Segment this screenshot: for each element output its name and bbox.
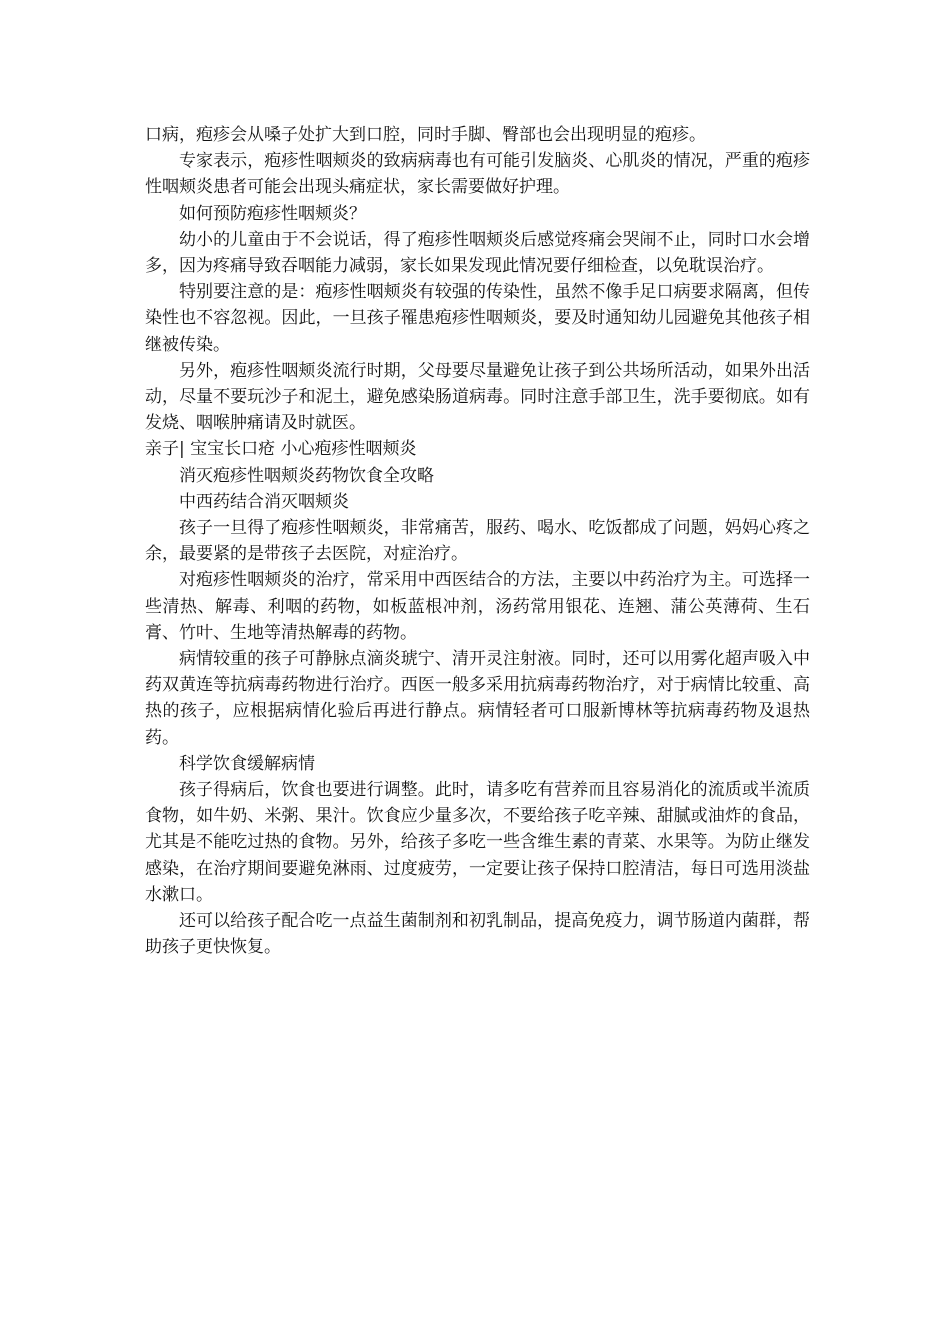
paragraph: 另外，疱疹性咽颊炎流行时期，父母要尽量避免让孩子到公共场所活动，如果外出活动，尽量不要玩沙子和泥土，避免感染肠道病毒。同时注意手部卫生，洗手要彻底。如有发烧、咽喉肿痛请及时就医。 — [145, 360, 810, 434]
paragraph: 病情较重的孩子可静脉点滴炎琥宁、清开灵注射液。同时，还可以用雾化超声吸入中药双黄连等抗病毒药物进行治疗。西医一般多采用抗病毒药物治疗，对于病情比较重、高热的孩子，应根据病情化验后再进行静点。病情轻者可口服新博林等抗病毒药物及退热药。 — [145, 649, 810, 748]
paragraph: 专家表示，疱疹性咽颊炎的致病病毒也有可能引发脑炎、心肌炎的情况，严重的疱疹性咽颊炎患者可能会出现头痛症状，家长需要做好护理。 — [145, 151, 810, 198]
paragraph: 孩子得病后，饮食也要进行调整。此时，请多吃有营养而且容易消化的流质或半流质食物，如牛奶、米粥、果汁。饮食应少量多次，不要给孩子吃辛辣、甜腻或油炸的食品，尤其是不能吃过热的食物。另外，给孩子多吃一些含维生素的青菜、水果等。为防止继发感染，在治疗期间要避免淋雨、过度疲劳，一定要让孩子保持口腔清洁，每日可选用淡盐水漱口。 — [145, 780, 810, 905]
paragraph: 特别要注意的是：疱疹性咽颊炎有较强的传染性，虽然不像手足口病要求隔离，但传染性也不容忽视。因此，一旦孩子罹患疱疹性咽颊炎，要及时通知幼儿园避免其他孩子相继被传染。 — [145, 282, 810, 355]
section-heading: 科学饮食缓解病情 — [179, 753, 315, 774]
paragraph: 对疱疹性咽颊炎的治疗，常采用中西医结合的方法，主要以中药治疗为主。可选择一些清热、解毒、利咽的药物，如板蓝根冲剂，汤药常用银花、连翘、蒲公英薄荷、生石膏、竹叶、生地等清热解毒的药物。 — [145, 570, 810, 643]
paragraph: 孩子一旦得了疱疹性咽颊炎，非常痛苦，服药、喝水、吃饭都成了问题，妈妈心疼之余，最要紧的是带孩子去医院，对症治疗。 — [145, 518, 810, 565]
paragraph: 口病，疱疹会从嗓子处扩大到口腔，同时手脚、臀部也会出现明显的疱疹。 — [145, 125, 706, 145]
article-title: 亲子| 宝宝长口疮 小心疱疹性咽颊炎 — [145, 439, 417, 460]
section-heading: 如何预防疱疹性咽颊炎？ — [179, 203, 366, 224]
paragraph: 幼小的儿童由于不会说话，得了疱疹性咽颊炎后感觉疼痛会哭闹不止，同时口水会增多，因为疼痛导致吞咽能力减弱，家长如果发现此情况要仔细检查，以免耽误治疗。 — [145, 229, 810, 277]
paragraph: 还可以给孩子配合吃一点益生菌制剂和初乳制品，提高免疫力，调节肠道内菌群，帮助孩子更快恢复。 — [145, 911, 810, 958]
document-body — [145, 122, 810, 961]
section-heading: 消灭疱疹性咽颊炎药物饮食全攻略 — [179, 465, 434, 486]
section-heading: 中西药结合消灭咽颊炎 — [179, 491, 349, 512]
